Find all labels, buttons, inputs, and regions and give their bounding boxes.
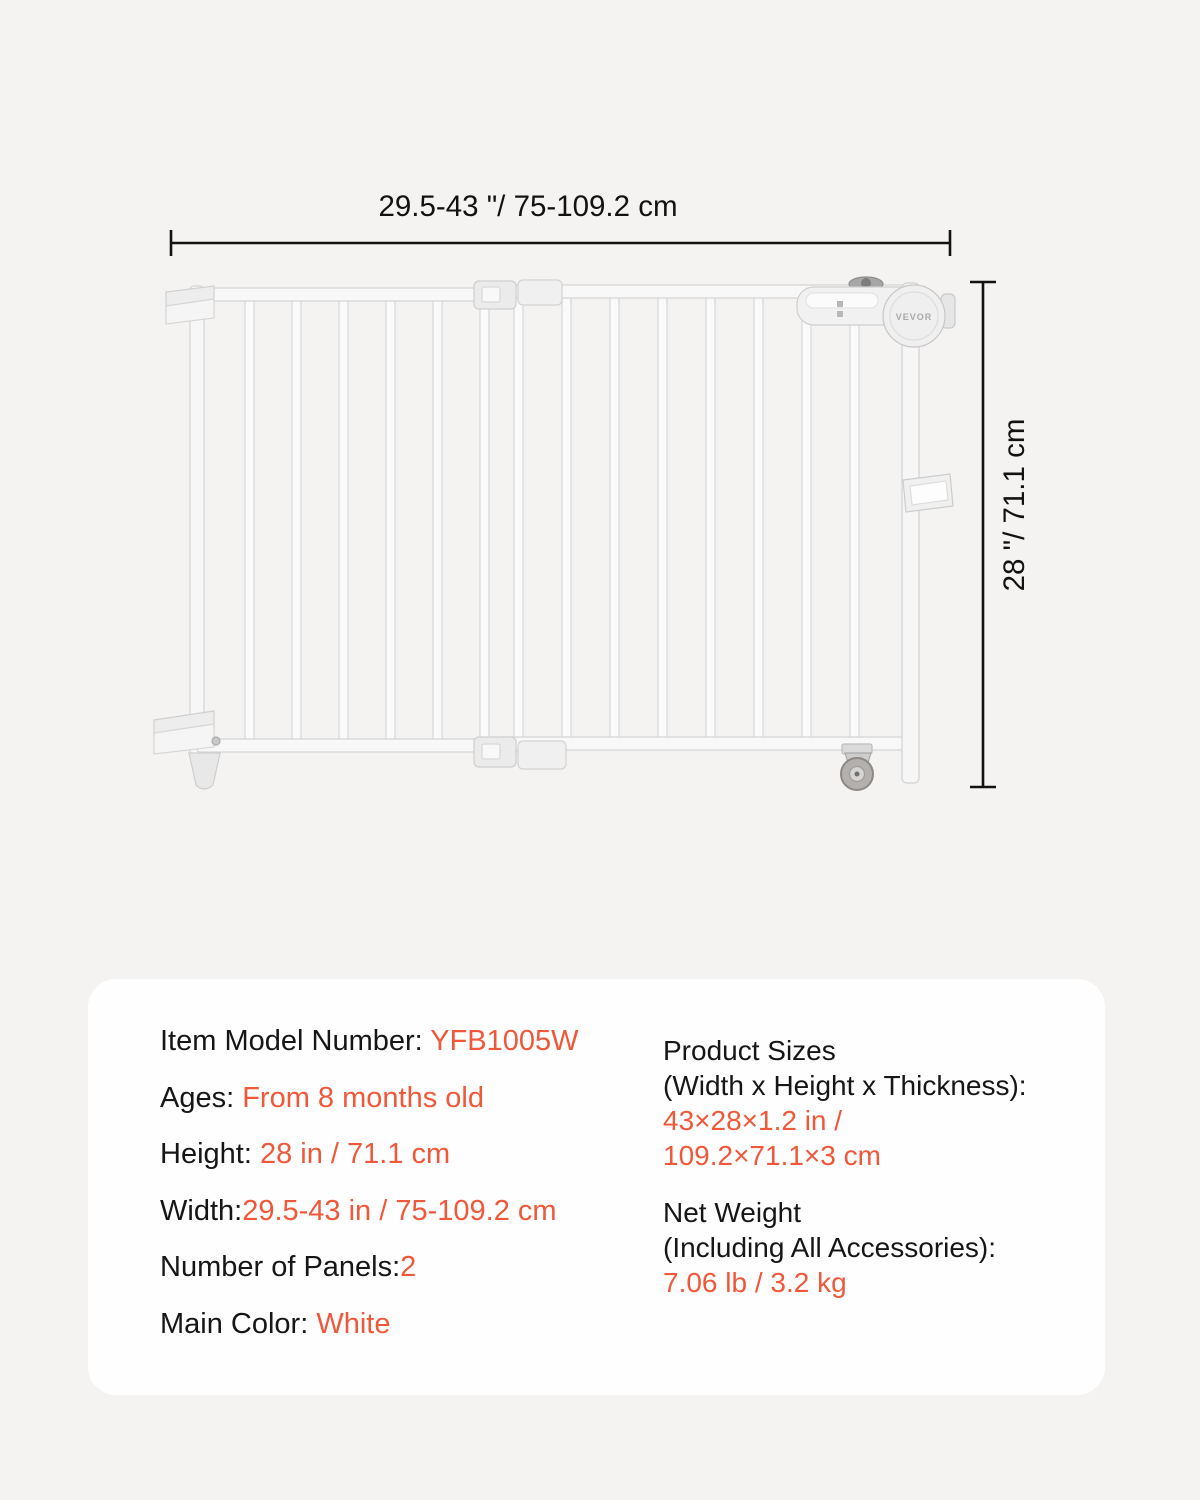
- spec-label: Width:: [160, 1194, 243, 1227]
- width-dimension-label: 29.5-43 "/ 75-109.2 cm: [378, 190, 678, 223]
- spec-label: Net Weight: [663, 1197, 801, 1228]
- spec-label: Ages:: [160, 1081, 243, 1114]
- gate-right-panel-bars: [514, 293, 859, 743]
- spec-item-main-color: [160, 1309, 640, 1339]
- height-dimension-label: 28 "/ 71.1 cm: [998, 418, 1031, 592]
- height-dimension: [970, 282, 996, 787]
- spec-label: Height:: [160, 1138, 260, 1170]
- spec-item-model-number: [160, 1026, 640, 1056]
- spec-value: 7.06 lb / 3.2 kg: [663, 1267, 847, 1298]
- spec-value: YFB1005W: [430, 1025, 579, 1057]
- spec-label: (Including All Accessories):: [663, 1232, 997, 1263]
- spec-label: Number of Panels:: [160, 1251, 401, 1283]
- left-top-wall-bracket: [166, 286, 214, 324]
- spec-item-width: [160, 1196, 640, 1226]
- gate-bottom-clamp: [474, 737, 566, 769]
- spec-item-net-weight: [663, 1195, 1093, 1300]
- spec-value: 2: [400, 1251, 417, 1283]
- spec-column-right: [663, 1033, 1093, 1300]
- gate-right-post: [902, 283, 919, 783]
- gate-right-panel-rails: [498, 285, 910, 750]
- spec-value: 43×28×1.2 in /: [663, 1105, 843, 1136]
- brand-logo-text: VEVOR: [895, 312, 933, 322]
- spec-value: 109.2×71.1×3 cm: [663, 1140, 881, 1171]
- gate-foot: [189, 753, 220, 789]
- gate-left-post: [190, 286, 204, 762]
- gate-latch-assembly: [797, 277, 955, 347]
- gate-left-panel-bars: [245, 296, 489, 745]
- spec-item-ages: [160, 1083, 640, 1113]
- spec-item-height: [160, 1139, 640, 1169]
- caster-wheel: [841, 744, 873, 790]
- spec-label: Item Model Number:: [160, 1025, 431, 1057]
- spec-item-panels: [160, 1252, 640, 1282]
- spec-label: (Width x Height x Thickness):: [663, 1070, 1027, 1101]
- spec-value: 28 in / 71.1 cm: [259, 1138, 451, 1170]
- spec-label: Main Color:: [160, 1307, 317, 1340]
- width-dimension: [171, 230, 950, 256]
- spec-label: Product Sizes: [663, 1035, 836, 1066]
- left-bottom-wall-bracket: [154, 711, 220, 754]
- spec-value: 29.5-43 in / 75-109.2 cm: [242, 1194, 557, 1227]
- spec-value: White: [316, 1307, 391, 1340]
- right-post-bracket: [903, 474, 953, 512]
- safety-gate-illustration: [154, 277, 955, 790]
- spec-item-product-sizes: [663, 1033, 1093, 1173]
- spec-value: From 8 months old: [242, 1081, 484, 1114]
- spec-column-left: [160, 1026, 640, 1365]
